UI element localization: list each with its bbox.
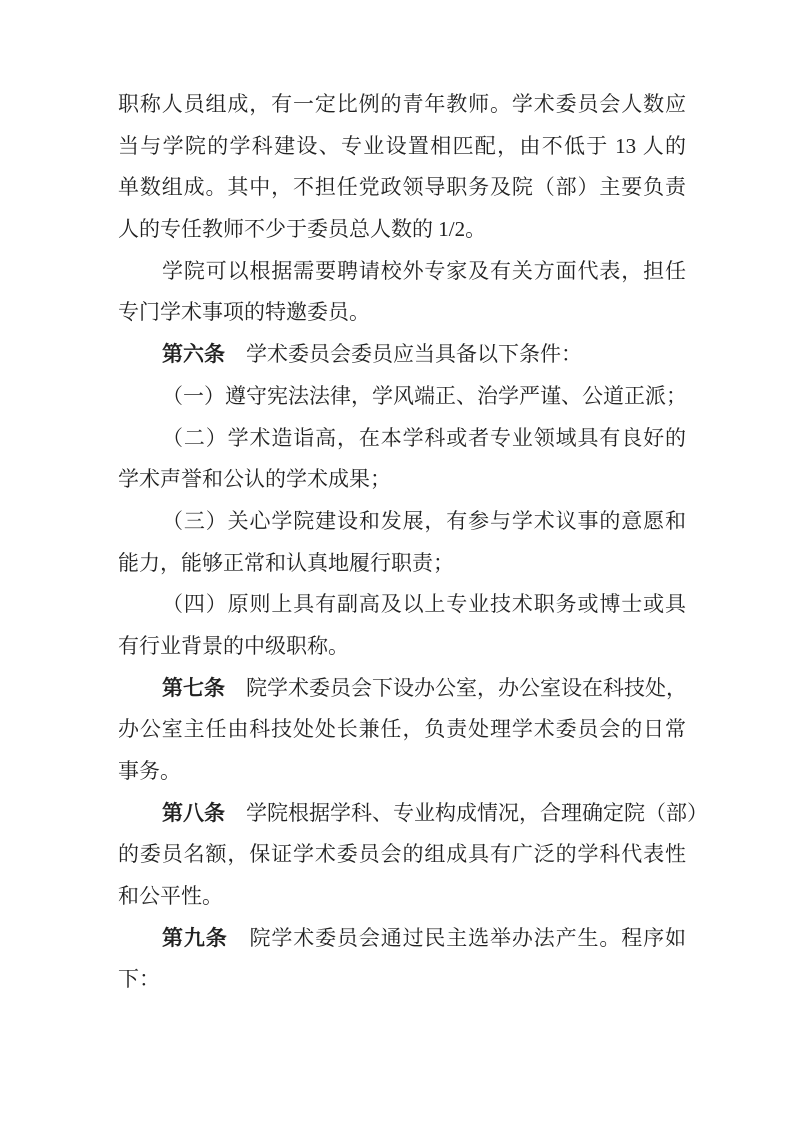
text-line xyxy=(118,918,686,960)
text-line xyxy=(118,543,686,585)
text-run: 单数组成。其中，不担任党政领导职务及院（部）主要负责 xyxy=(118,175,686,200)
text-line xyxy=(118,84,686,126)
text-run: （四）原则上具有副高及以上专业技术职务或博士或具 xyxy=(162,592,686,617)
text-line xyxy=(118,709,686,751)
text-line xyxy=(118,376,686,418)
article-number: 第八条 xyxy=(162,800,225,825)
article-number: 第九条 xyxy=(162,925,228,950)
text-run: 学院根据学科、专业构成情况，合理确定院（部） xyxy=(225,800,708,825)
text-line xyxy=(118,751,686,793)
text-run: 专门学术事项的特邀委员。 xyxy=(118,300,370,325)
text-run: 职称人员组成，有一定比例的青年教师。学术委员会人数应 xyxy=(118,92,686,116)
article-number: 第七条 xyxy=(162,675,225,700)
paragraph xyxy=(118,793,708,918)
paragraph xyxy=(118,84,686,251)
text-run: 学术委员会委员应当具备以下条件： xyxy=(225,342,582,367)
text-run: 办公室主任由科技处处长兼任，负责处理学术委员会的日常 xyxy=(118,717,686,742)
text-line xyxy=(118,167,686,209)
text-run: 下： xyxy=(118,967,160,992)
paragraph xyxy=(118,668,686,793)
paragraph xyxy=(118,251,686,334)
text-run: 院学术委员会下设办公室，办公室设在科技处， xyxy=(225,675,687,700)
text-run: 学术声誉和公认的学术成果； xyxy=(118,467,391,492)
text-line xyxy=(118,793,708,835)
article-number: 第六条 xyxy=(162,342,225,367)
text-line xyxy=(118,418,686,460)
paragraph xyxy=(118,501,686,584)
text-run: 能力，能够正常和认真地履行职责； xyxy=(118,550,454,575)
text-run: 事务。 xyxy=(118,759,181,783)
text-line xyxy=(118,626,686,668)
text-run: 的委员名额，保证学术委员会的组成具有广泛的学科代表性 xyxy=(118,842,686,867)
text-run: （三）关心学院建设和发展，有参与学术议事的意愿和 xyxy=(162,508,686,533)
text-line xyxy=(118,334,686,376)
text-line xyxy=(118,959,686,1001)
text-run: 人的专任教师不少于委员总人数的 1/2。 xyxy=(118,217,487,242)
paragraph xyxy=(118,334,686,376)
text-line xyxy=(118,501,686,543)
text-line xyxy=(118,584,686,626)
text-line xyxy=(118,292,686,334)
text-line xyxy=(118,459,686,501)
paragraph xyxy=(118,584,686,667)
text-line xyxy=(118,251,686,293)
paragraph xyxy=(118,418,686,501)
text-line xyxy=(118,876,686,918)
text-run: 有行业背景的中级职称。 xyxy=(118,633,349,658)
paragraph xyxy=(118,376,686,418)
text-run: 和公平性。 xyxy=(118,884,223,909)
text-line xyxy=(118,834,686,876)
document-body xyxy=(118,84,708,1001)
text-run: 院学术委员会通过民主选举办法产生。程序如 xyxy=(227,925,686,950)
text-run: （二）学术造诣高，在本学科或者专业领域具有良好的 xyxy=(162,425,686,450)
text-line xyxy=(118,126,686,168)
text-line xyxy=(118,668,686,710)
paragraph xyxy=(118,918,686,1001)
text-run: 学院可以根据需要聘请校外专家及有关方面代表，担任 xyxy=(162,258,686,283)
text-run: 当与学院的学科建设、专业设置相匹配，由不低于 13 人的 xyxy=(118,133,686,158)
text-run: （一）遵守宪法法律，学风端正、治学严谨、公道正派； xyxy=(162,383,687,408)
text-line xyxy=(118,209,686,251)
